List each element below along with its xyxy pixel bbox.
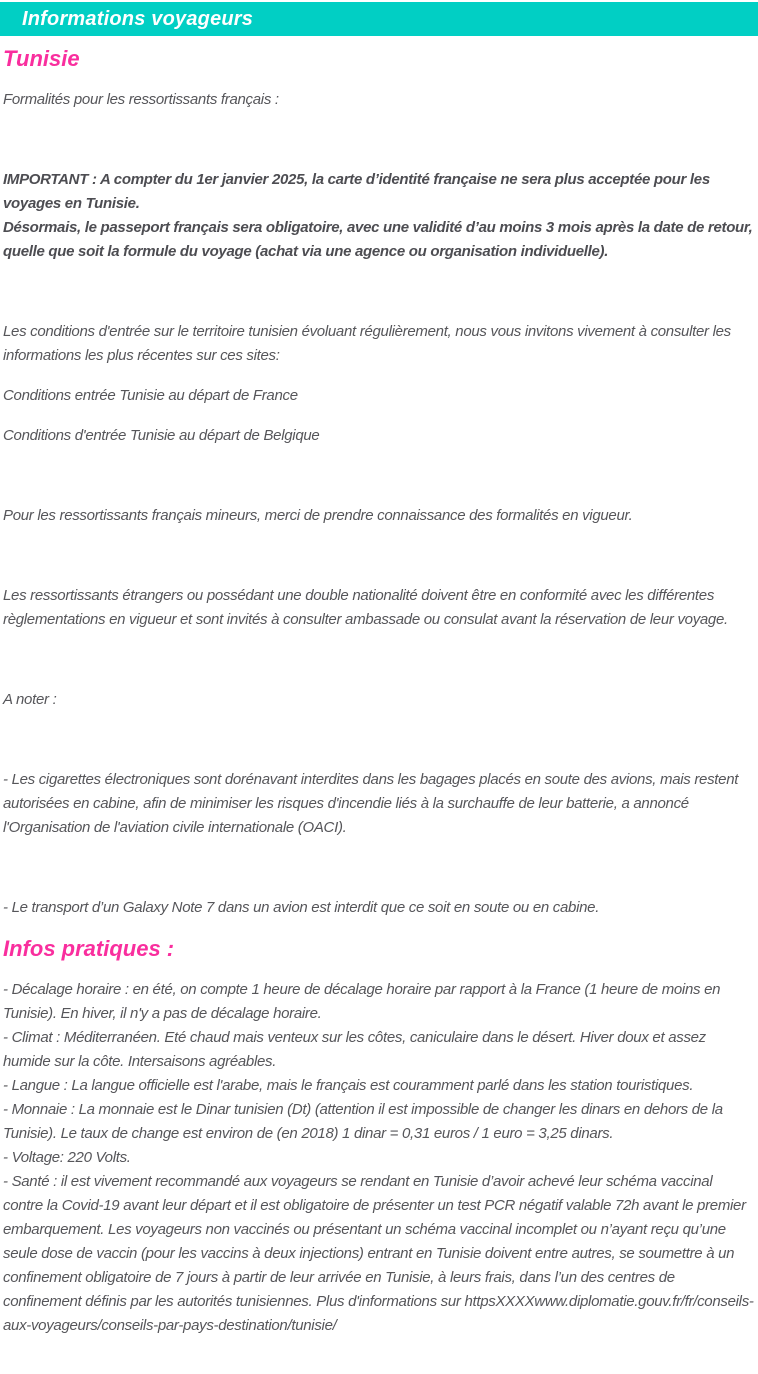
conditions-belgique-row [3,424,755,448]
page-title: Informations voyageurs [22,7,254,30]
conditions-intro: Les conditions d'entrée sur le territoire tunisien évoluant régulièrement, nous vous invitons vivement à consulter les informations les plus récentes sur ces sites: [3,323,731,364]
infos-pratiques-list [3,978,755,1338]
info-monnaie: - Monnaie : La monnaie est le Dinar tunisien (Dt) (attention il est impossible de changer les dinars en dehors de la Tunisie). Le taux de change est environ de (en 2018) 1 dinar = 0,31 euros / 1 euro = 3,25 dinars. [3,1101,723,1142]
content-area [0,46,758,1374]
important-notice-line1: IMPORTANT : A compter du 1er janvier 2025, la carte d’identité française ne sera plus acceptée pour les voyages en Tunisie. [3,171,710,212]
page-header [0,2,758,36]
spacer [3,648,755,688]
a-noter-label: A noter : [3,691,57,708]
galaxy-note-paragraph: - Le transport d’un Galaxy Note 7 dans un avion est interdit que ce soit en soute ou en cabine. [3,899,600,916]
formalites-intro: Formalités pour les ressortissants français : [3,91,279,108]
link-conditions-belgique[interactable]: Conditions d'entrée Tunisie au départ de Belgique [3,427,320,444]
spacer [3,464,755,504]
country-heading: Tunisie [3,46,80,71]
link-conditions-france[interactable]: Conditions entrée Tunisie au départ de France [3,387,298,404]
important-notice-line2: Désormais, le passeport français sera obligatoire, avec une validité d’au moins 3 mois après la date de retour, quelle que soit la formule du voyage (achat via une agence ou organisation individuelle). [3,219,753,260]
info-voltage: - Voltage: 220 Volts. [3,1149,131,1166]
info-climat: - Climat : Méditerranéen. Eté chaud mais venteux sur les côtes, caniculaire dans le désert. Hiver doux et assez humide sur la côte. Intersaisons agréables. [3,1029,706,1070]
conditions-france-row [3,384,755,408]
etrangers-paragraph: Les ressortissants étrangers ou possédant une double nationalité doivent être en conformité avec les différentes règlementations en vigueur et sont invités à consulter ambassade ou consulat avant la réservation de leur voyage. [3,587,728,628]
spacer [3,856,755,896]
mineurs-paragraph: Pour les ressortissants français mineurs, merci de prendre connaissance des formalités en vigueur. [3,507,633,524]
spacer [3,280,755,320]
info-decalage-horaire: - Décalage horaire : en été, on compte 1 heure de décalage horaire par rapport à la France (1 heure de moins en Tunisie). En hiver, il n'y a pas de décalage horaire. [3,981,721,1022]
important-notice [3,168,755,264]
info-sante: - Santé : il est vivement recommandé aux voyageurs se rendant en Tunisie d’avoir achevé leur schéma vaccinal contre la Covid-19 avant leur départ et il est obligatoire de présenter un test PCR négatif valable 72h avant le premier embarquement. Les voyageurs non vaccinés ou présentant un schéma vaccinal incomplet ou n’ayant reçu qu’une seule dose de vaccin (pour les vaccins à deux injections) entrant en Tunisie doivent entre autres, se soumettre à un confinement obligatoire de 7 jours à partir de leur arrivée en Tunisie, à leurs frais, dans l’un des centres de confinement définis par les autorités tunisiennes. Plus d'informations sur httpsXXXXwww.diplomatie.gouv.fr/fr/conseils-aux-voyageurs/conseils-par-pays-destination/tunisie/ [3,1173,754,1334]
infos-pratiques-heading: Infos pratiques : [3,936,175,961]
cigarettes-paragraph: - Les cigarettes électroniques sont dorénavant interdites dans les bagages placés en soute des avions, mais restent autorisées en cabine, afin de minimiser les risques d'incendie liés à la surchauffe de leur batterie, a annoncé l'Organisation de l'aviation civile internationale (OACI). [3,771,739,836]
spacer [3,128,755,168]
spacer [3,728,755,768]
info-langue: - Langue : La langue officielle est l'arabe, mais le français est couramment parlé dans les station touristiques. [3,1077,694,1094]
spacer [3,544,755,584]
